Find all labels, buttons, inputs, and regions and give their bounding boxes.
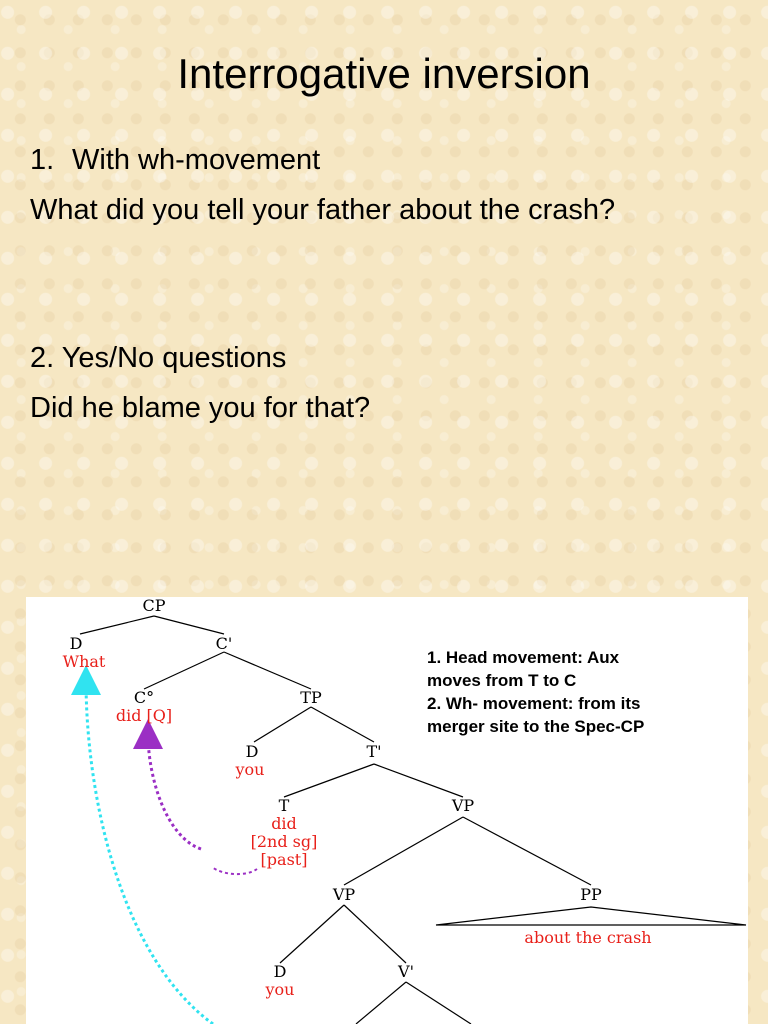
section1-heading [30, 142, 320, 178]
node-d-spec: D [69, 634, 83, 653]
node-what: What [62, 652, 106, 671]
branch-tp-d [254, 707, 311, 742]
node-d-object: D [273, 962, 287, 981]
section1-example: What did you tell your father about the crash? [30, 194, 616, 226]
node-t-did: did [271, 814, 297, 833]
node-vp-lower: VP [332, 885, 356, 904]
head-movement-arrow-tail [212, 867, 257, 874]
note-line-2: moves from T to C [427, 671, 577, 690]
movement-notes [427, 646, 727, 738]
node-tbar: T' [366, 742, 382, 761]
node-you: you [235, 760, 265, 779]
node-did-q: did [Q] [115, 706, 173, 725]
syntax-tree-panel [26, 597, 748, 1024]
node-cp: CP [142, 597, 166, 615]
note-line-1: 1. Head movement: Aux [427, 648, 620, 667]
node-you-lower: you [265, 980, 295, 999]
branch-vbar-right [406, 982, 471, 1024]
node-about-the-crash: about the crash [524, 928, 652, 947]
node-cbar: C' [215, 634, 233, 653]
branch-cbar-c0 [144, 652, 224, 689]
branch-tbar-vp [374, 764, 463, 797]
branch-cp-cbar [154, 616, 224, 634]
branch-vp-vp [344, 817, 463, 885]
node-t-past: [past] [260, 850, 308, 869]
branch-cbar-tp [224, 652, 311, 689]
node-vbar: V' [398, 962, 414, 981]
wh-movement-arrow [86, 680, 213, 1024]
node-tp: TP [300, 688, 322, 707]
node-d-subject: D [245, 742, 259, 761]
branch-tp-tbar [311, 707, 374, 742]
note-line-4: merger site to the Spec-CP [427, 717, 645, 736]
section2-example: Did he blame you for that? [30, 392, 371, 424]
head-movement-arrow [148, 734, 201, 849]
branch-tbar-t [284, 764, 374, 797]
node-vp: VP [451, 796, 475, 815]
node-pp: PP [580, 885, 602, 904]
section1-number: 1. [30, 144, 55, 176]
node-t-2nd-sg: [2nd sg] [250, 832, 318, 851]
node-t: T [278, 796, 290, 815]
section1-heading-text: With wh-movement [72, 144, 321, 176]
branch-cp-d [80, 616, 154, 634]
note-line-3: 2. Wh- movement: from its [427, 694, 641, 713]
node-c0: C° [133, 688, 155, 707]
section2-heading: 2. Yes/No questions [30, 342, 287, 374]
branch-vp-vbar [344, 905, 406, 963]
branch-vp-pp [463, 817, 591, 885]
branch-pp-triangle [436, 907, 746, 925]
slide-title: Interrogative inversion [177, 50, 591, 97]
branch-vbar-left [356, 982, 406, 1024]
branch-vp-d [280, 905, 344, 963]
